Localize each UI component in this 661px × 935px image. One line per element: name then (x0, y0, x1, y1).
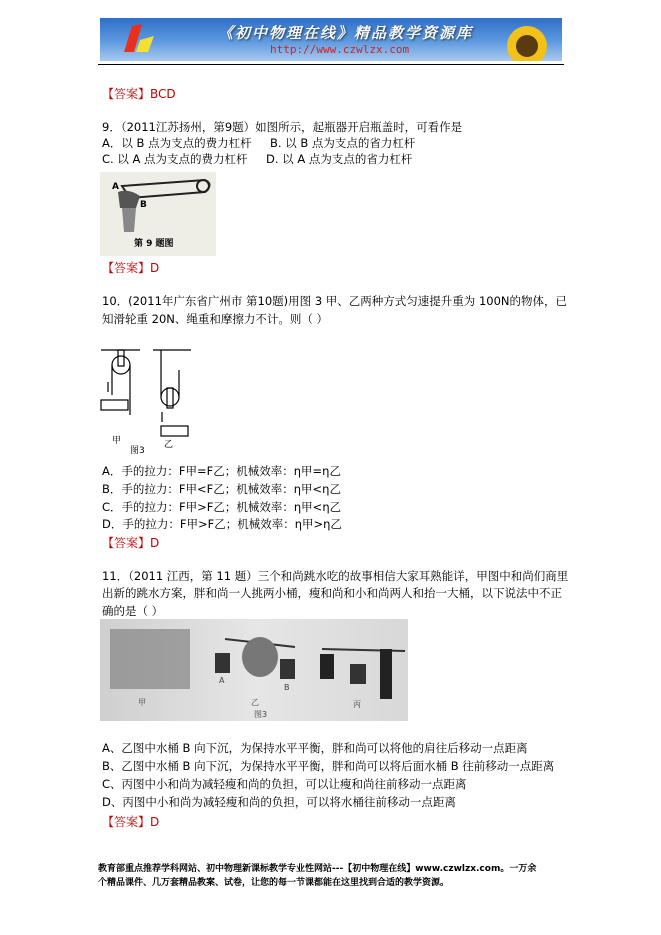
q9-option-d: D. 以 A 点为支点的省力杠杆 (266, 152, 413, 166)
answer-prev: 【答案】BCD (102, 87, 176, 101)
footer-line1: 教育部重点推荐学科网站、初中物理新课标教学专业性网站---【初中物理在线】www.czwlzx.com。一万余 (98, 864, 537, 874)
q11-stem-line1: 11．（2011 江西，第 11 题）三个和尚跳水吃的故事相信大家耳熟能详，甲图中和尚们商里 (102, 569, 569, 583)
q11-label-yi: 乙 (251, 698, 259, 707)
q10-answer: 【答案】D (102, 536, 160, 550)
q11-label-jia: 甲 (138, 698, 146, 707)
q10-stem-line2: 知滑轮重 20N、绳重和摩擦力不计。则（ ） (102, 312, 329, 326)
q9-option-a: A．以 B 点为支点的费力杠杆 (102, 136, 252, 150)
q11-answer: 【答案】D (102, 815, 160, 829)
q11-figure-caption: 图3 (254, 710, 268, 719)
q9-option-b: B. 以 B 点为支点的省力杠杆 (270, 136, 416, 150)
q9-option-c: C. 以 A 点为支点的费力杠杆 (102, 152, 248, 166)
q9-answer: 【答案】D (102, 261, 160, 275)
header-rule (98, 64, 564, 65)
q10-option-a: A．手的拉力：F甲=F乙；机械效率：η甲=η乙 (102, 464, 341, 478)
q11-stem-line2: 出新的跳水方案，胖和尚一人挑两小桶，瘦和尚和小和尚两人和抬一大桶，以下说法中不正 (102, 586, 562, 600)
sunflower-icon (495, 24, 555, 61)
q9-figure-bottle-opener (100, 172, 216, 256)
q11-option-d: D、丙图中小和尚为减轻瘦和尚的负担，可以将水桶往前移动一点距离 (102, 795, 456, 809)
q11-option-c: C、丙图中小和尚为减轻瘦和尚的负担，可以让瘦和尚往前移动一点距离 (102, 777, 467, 791)
banner-title: 《初中物理在线》精品教学资源库 (218, 24, 474, 42)
q11-label-b: B (284, 683, 290, 692)
q10-figure-pulleys (98, 340, 203, 458)
q10-label-yi: 乙 (164, 440, 174, 450)
q11-label-a: A (219, 676, 225, 685)
q10-option-c: C．手的拉力：F甲>F乙；机械效率：η甲<η乙 (102, 500, 342, 514)
q11-stem-line3: 确的是（ ） (102, 604, 164, 618)
q9-label-a: A (112, 182, 119, 192)
q9-figure-caption: 第 9 题图 (134, 239, 174, 249)
q11-option-b: B、乙图中水桶 B 向下沉，为保持水平平衡，胖和尚可以将后面水桶 B 往前移动一点距离 (102, 759, 555, 773)
q9-stem: 9．（2011江苏扬州，第9题）如图所示，起瓶器开启瓶盖时，可看作是 (102, 120, 463, 134)
banner-url[interactable]: http://www.czwlzx.com (270, 43, 410, 56)
q10-stem-line1: 10．(2011年广东省广州市 第10题)用图 3 甲、乙两种方式匀速提升重为 100N的物体，已 (102, 294, 567, 308)
q10-option-b: B．手的拉力：F甲<F乙；机械效率：η甲<η乙 (102, 482, 341, 496)
q11-figure-three-monks (100, 619, 408, 721)
q9-label-b: B (140, 200, 147, 210)
site-banner[interactable] (100, 18, 562, 61)
site-logo-icon (120, 22, 170, 58)
q10-label-jia: 甲 (112, 436, 122, 446)
q11-label-bing: 丙 (353, 700, 361, 709)
footer-line2: 个精品课件、几万套精品教案、试卷，让您的每一节课都能在这里找到合适的教学资源。 (98, 878, 450, 888)
q10-figure-caption: 图3 (130, 446, 145, 456)
q10-option-d: D．手的拉力：F甲>F乙；机械效率：η甲>η乙 (102, 517, 342, 531)
q11-option-a: A、乙图中水桶 B 向下沉，为保持水平平衡，胖和尚可以将他的肩往后移动一点距离 (102, 741, 528, 755)
